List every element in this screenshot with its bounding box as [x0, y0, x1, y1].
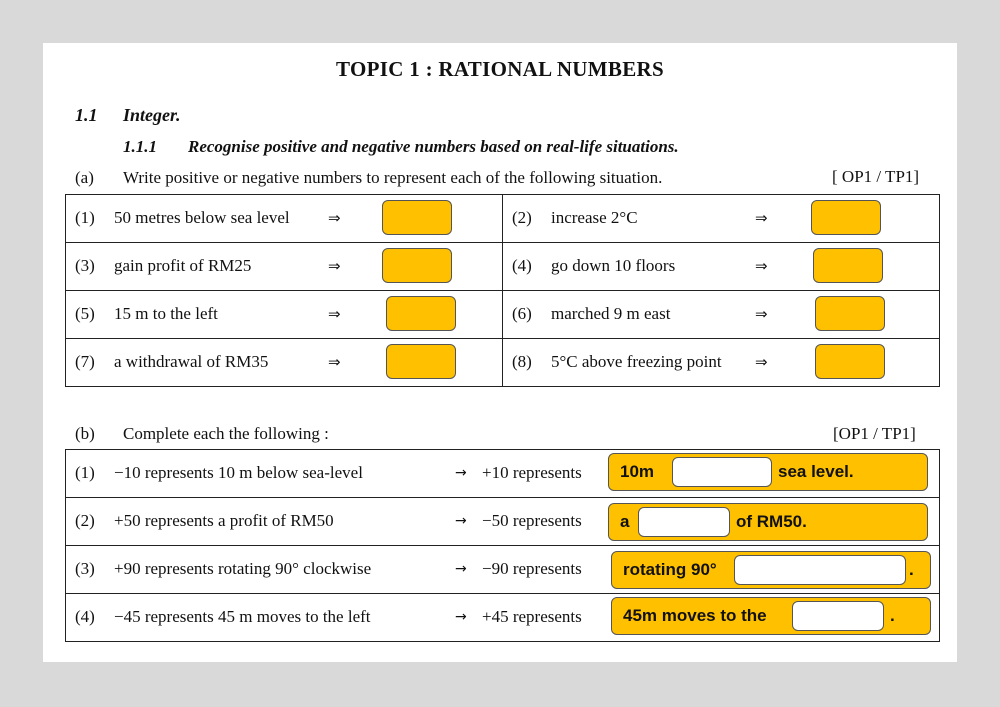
row-represents: −90 represents [482, 559, 582, 578]
item-text: gain profit of RM25 [114, 256, 252, 275]
page-title: TOPIC 1 : RATIONAL NUMBERS [336, 57, 664, 81]
item-number: (1) [75, 208, 95, 227]
part-b-row [66, 498, 940, 546]
completion-prefix: 45m moves to the [623, 606, 767, 625]
part-a-cell [503, 195, 940, 243]
item-number: (4) [512, 256, 532, 275]
subsection-label: Recognise positive and negative numbers based on real-life situations. [188, 137, 679, 156]
part-a-cell [66, 339, 503, 387]
completion-box [608, 453, 928, 491]
part-a-cell [66, 195, 503, 243]
completion-prefix: a [620, 512, 630, 531]
row-statement: −10 represents 10 m below sea-level [114, 463, 363, 482]
right-arrow-icon: → [455, 465, 467, 481]
completion-suffix: . [909, 560, 914, 579]
part-b-table [65, 449, 940, 642]
implies-arrow-icon: ⇒ [328, 353, 341, 371]
part-b-tag: [OP1 / TP1] [833, 424, 916, 443]
part-a-letter: (a) [75, 168, 94, 187]
part-a-cell [66, 243, 503, 291]
section-label: Integer. [123, 105, 181, 125]
right-arrow-icon: → [455, 513, 467, 529]
item-number: (6) [512, 304, 532, 323]
blank-input[interactable] [792, 601, 884, 631]
row-represents: +45 represents [482, 607, 582, 626]
item-text: a withdrawal of RM35 [114, 352, 269, 371]
completion-box [608, 503, 928, 541]
completion-suffix: of RM50. [736, 512, 807, 531]
implies-arrow-icon: ⇒ [328, 257, 341, 275]
item-number: (2) [512, 208, 532, 227]
implies-arrow-icon: ⇒ [328, 305, 341, 323]
row-number: (4) [75, 607, 95, 626]
part-a-instruction: Write positive or negative numbers to represent each of the following situation. [123, 168, 663, 187]
completion-prefix: 10m [620, 462, 655, 481]
completion-suffix: sea level. [778, 462, 854, 481]
part-a-cell [503, 339, 940, 387]
answer-box[interactable] [815, 296, 885, 331]
right-arrow-icon: → [455, 561, 467, 577]
subsection-number: 1.1.1 [123, 137, 157, 156]
blank-input[interactable] [672, 457, 772, 487]
completion-suffix: . [890, 606, 895, 625]
row-statement: +90 represents rotating 90° clockwise [114, 559, 372, 578]
completion-box [611, 551, 931, 589]
item-number: (7) [75, 352, 95, 371]
right-arrow-icon: → [455, 609, 467, 625]
completion-box [611, 597, 931, 635]
item-text: 5°C above freezing point [551, 352, 722, 371]
row-number: (3) [75, 559, 95, 578]
answer-box[interactable] [386, 344, 456, 379]
implies-arrow-icon: ⇒ [755, 257, 768, 275]
implies-arrow-icon: ⇒ [328, 209, 341, 227]
item-number: (3) [75, 256, 95, 275]
blank-input[interactable] [638, 507, 730, 537]
worksheet-page [43, 43, 957, 662]
row-number: (1) [75, 463, 95, 482]
row-represents: −50 represents [482, 511, 582, 530]
blank-input[interactable] [734, 555, 906, 585]
part-a-table [65, 194, 940, 387]
part-b-letter: (b) [75, 424, 95, 443]
item-text: 50 metres below sea level [114, 208, 290, 227]
item-text: 15 m to the left [114, 304, 218, 323]
row-represents: +10 represents [482, 463, 582, 482]
item-text: marched 9 m east [551, 304, 671, 323]
answer-box[interactable] [815, 344, 885, 379]
item-text: go down 10 floors [551, 256, 676, 275]
item-number: (5) [75, 304, 95, 323]
part-b-row [66, 594, 940, 642]
item-text: increase 2°C [551, 208, 638, 227]
answer-box[interactable] [811, 200, 881, 235]
part-b-row [66, 546, 940, 594]
implies-arrow-icon: ⇒ [755, 305, 768, 323]
answer-box[interactable] [386, 296, 456, 331]
part-b-instruction: Complete each the following : [123, 424, 329, 443]
row-number: (2) [75, 511, 95, 530]
part-a-cell [503, 243, 940, 291]
implies-arrow-icon: ⇒ [755, 353, 768, 371]
answer-box[interactable] [382, 200, 452, 235]
part-b-row [66, 450, 940, 498]
part-a-cell [503, 291, 940, 339]
part-a-cell [66, 291, 503, 339]
part-a-tag: [ OP1 / TP1] [832, 167, 920, 186]
answer-box[interactable] [813, 248, 883, 283]
section-number: 1.1 [75, 105, 98, 125]
completion-prefix: rotating 90° [623, 560, 717, 579]
implies-arrow-icon: ⇒ [755, 209, 768, 227]
row-statement: +50 represents a profit of RM50 [114, 511, 334, 530]
answer-box[interactable] [382, 248, 452, 283]
row-statement: −45 represents 45 m moves to the left [114, 607, 371, 626]
item-number: (8) [512, 352, 532, 371]
